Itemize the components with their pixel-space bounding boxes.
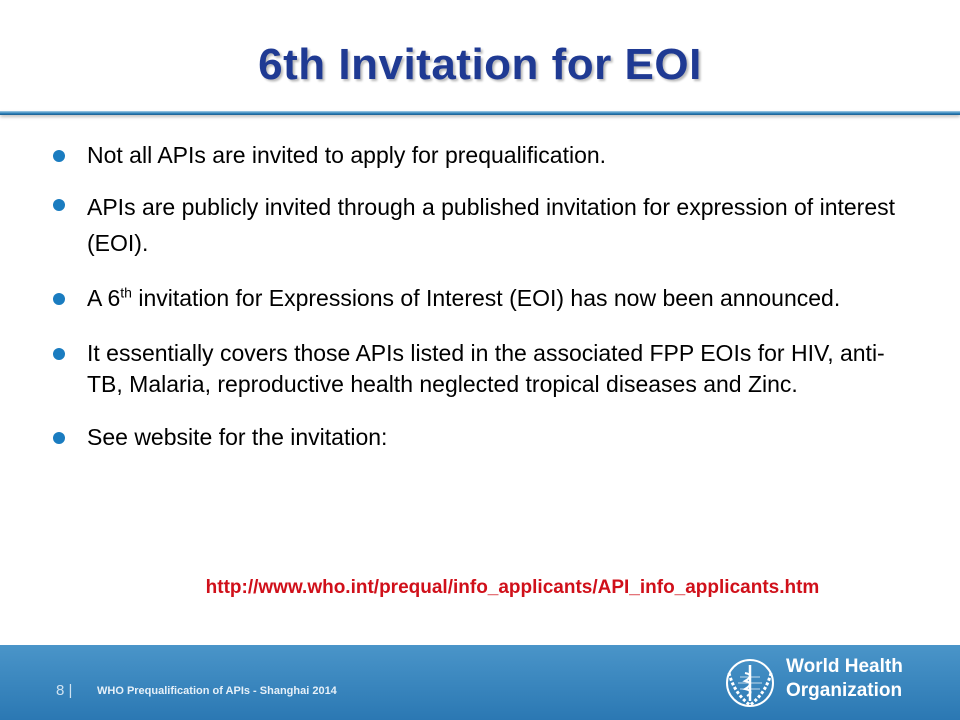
- bullet-dot-icon: [53, 348, 65, 360]
- slide-title: 6th Invitation for EOI: [258, 40, 702, 89]
- bullet-item: [50, 338, 910, 400]
- who-emblem-icon: [720, 653, 780, 713]
- bullet-text: It essentially covers those APIs listed in the associated FPP EOIs for HIV, anti-TB, Malaria, reproductive health neglected tropical diseases and Zinc.: [87, 340, 885, 397]
- bullet-dot-icon: [53, 150, 65, 162]
- bullet-item: [50, 422, 910, 453]
- bullet-text: APIs are publicly invited through a published invitation for expression of interest (EOI).: [87, 194, 896, 256]
- bullet-list: [50, 140, 910, 453]
- bullet-text: Not all APIs are invited to apply for prequalification.: [87, 142, 607, 168]
- footer-bar: [0, 645, 960, 720]
- organization-name: [786, 655, 903, 703]
- bullet-item: [50, 140, 910, 171]
- bullet-dot-icon: [53, 293, 65, 305]
- bullet-text-pre: A 6: [87, 285, 121, 311]
- invitation-link[interactable]: http://www.who.int/prequal/info_applicants/API_info_applicants.htm: [205, 577, 820, 598]
- org-line-2: Organization: [786, 680, 903, 701]
- bullet-item: [50, 189, 910, 261]
- title-divider: [0, 111, 960, 115]
- bullet-item: [50, 283, 910, 314]
- bullet-text: See website for the invitation:: [87, 424, 388, 450]
- bullet-text-post: invitation for Expressions of Interest (EOI) has now been announced.: [131, 285, 841, 311]
- bullet-dot-icon: [53, 432, 65, 444]
- footer-caption: WHO Prequalification of APIs - Shanghai 2014: [97, 685, 337, 697]
- page-number: 8 |: [56, 682, 73, 699]
- bullet-superscript: th: [120, 284, 132, 301]
- org-line-1: World Health: [786, 656, 903, 677]
- bullet-dot-icon: [53, 199, 65, 211]
